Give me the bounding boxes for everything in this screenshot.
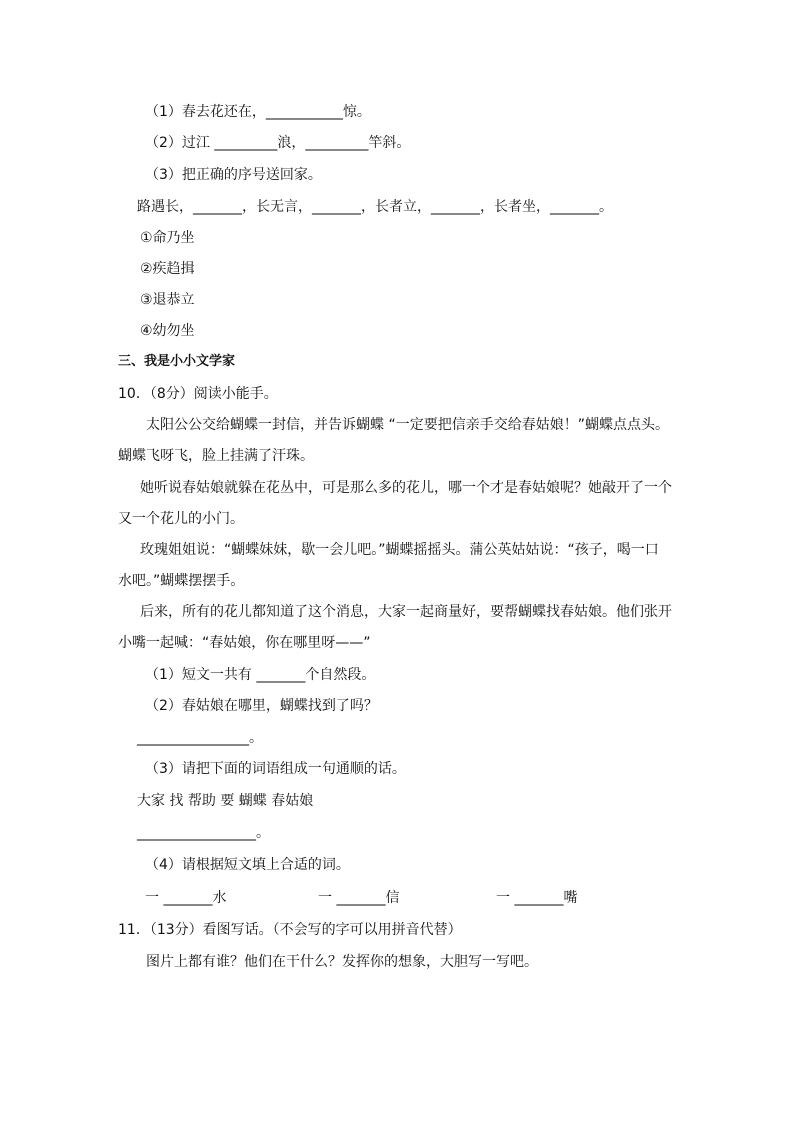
fill-word-letter: 一 _______信 bbox=[318, 890, 400, 906]
passage-line-4: 又一个花儿的小门。 bbox=[118, 511, 244, 527]
section-heading: 三、我是小小文学家 bbox=[118, 354, 236, 369]
passage-line-5: 玫瑰姐姐说：“蝴蝶妹妹，歇一会儿吧。”蝴蝶摇摇头。蒲公英姑姑说：“孩子，喝一口 bbox=[140, 542, 659, 558]
option-2: ②疾趋揖 bbox=[140, 261, 195, 277]
passage-line-3: 她听说春姑娘就躲在花丛中，可是那么多的花儿，哪一个才是春姑娘呢？她敲开了一个 bbox=[140, 480, 672, 496]
passage-line-6: 水吧。”蝴蝶摆摆手。 bbox=[118, 573, 245, 589]
question-11-prompt: 图片上都有谁？他们在干什么？发挥你的想象，大胆写一写吧。 bbox=[146, 954, 538, 970]
passage-line-8: 小嘴一起喊：“春姑娘，你在哪里呀——” bbox=[118, 635, 371, 651]
word-list: 大家 找 帮助 要 蝴蝶 春姑娘 bbox=[137, 793, 314, 809]
fill-word-mouth: 一 _______嘴 bbox=[496, 890, 578, 906]
passage-line-1: 太阳公公交给蝴蝶一封信，并告诉蝴蝶 “一定要把信亲手交给春姑娘！”蝴蝶点点头。 bbox=[146, 417, 669, 433]
passage-line-2: 蝴蝶飞呀飞，脸上挂满了汗珠。 bbox=[118, 448, 314, 464]
question-11-title: 11．（13分）看图写话。（不会写的字可以用拼音代替） bbox=[118, 922, 462, 938]
option-4: ④幼勿坐 bbox=[140, 323, 195, 339]
sub-question-1: （1）短文一共有 _______个自然段。 bbox=[145, 667, 376, 683]
option-1: ①命乃坐 bbox=[140, 230, 195, 246]
sub-question-2: （2）春姑娘在哪里，蝴蝶找到了吗？ bbox=[145, 698, 378, 714]
question-10-title: 10．（8分）阅读小能手。 bbox=[118, 386, 278, 402]
answer-line-3: _________________。 bbox=[137, 825, 270, 841]
sub-question-3: （3）请把下面的词语组成一句通顺的话。 bbox=[145, 761, 406, 777]
option-3: ③退恭立 bbox=[140, 292, 195, 308]
poem-question-3: （3）把正确的序号送回家。 bbox=[145, 167, 322, 183]
passage-line-7: 后来，所有的花儿都知道了这个消息，大家一起商量好，要帮蝴蝶找春姑娘。他们张开 bbox=[140, 604, 672, 620]
fill-in-sentence: 路遇长，_______，长无言，_______，长者立，_______，长者坐，_______。 bbox=[137, 199, 613, 215]
poem-question-2: （2）过江 _________浪，_________竿斜。 bbox=[145, 135, 411, 151]
poem-question-1: （1）春去花还在，___________惊。 bbox=[145, 104, 371, 120]
answer-line-2: ________________。 bbox=[137, 730, 263, 746]
fill-word-water: 一 _______水 bbox=[145, 890, 227, 906]
sub-question-4: （4）请根据短文填上合适的词。 bbox=[145, 857, 350, 873]
